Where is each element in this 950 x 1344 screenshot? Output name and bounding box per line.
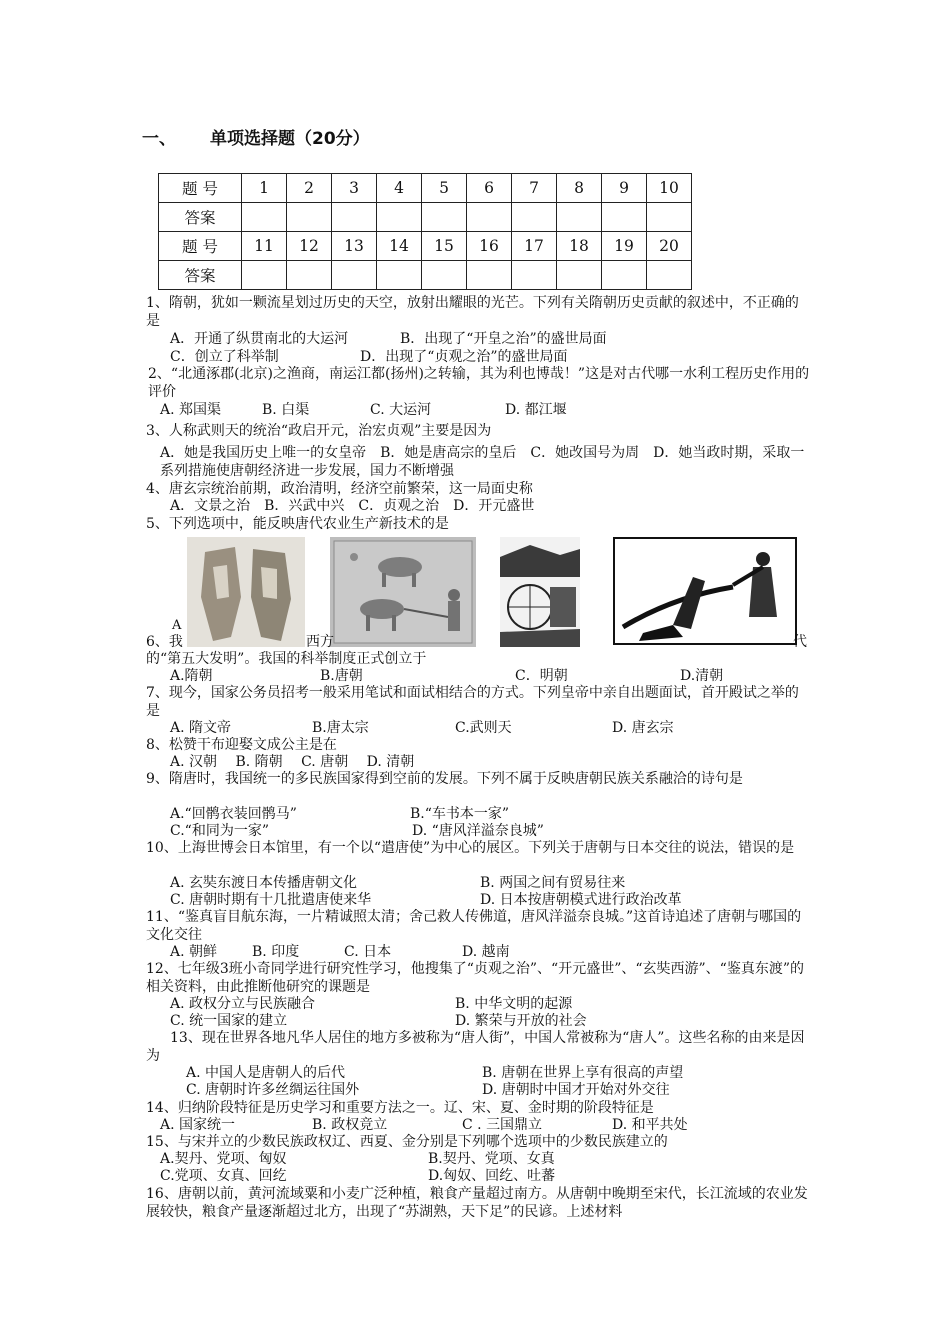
- question-number: 5: [422, 174, 467, 203]
- option-d: D.匈奴、回纥、吐蕃: [428, 1168, 556, 1184]
- option-d: D. 繁荣与开放的社会: [455, 1013, 587, 1029]
- answer-cell[interactable]: [377, 203, 422, 232]
- option-b: B. 白渠: [262, 402, 310, 418]
- option-b: B. 中华文明的起源: [455, 996, 573, 1012]
- option-d: D. 和平共处: [612, 1117, 688, 1133]
- question-14-stem: 14、归纳阶段特征是历史学习和重要方法之一。辽、宋、夏、金时期的阶段特征是: [146, 1100, 654, 1116]
- answer-cell[interactable]: [242, 203, 287, 232]
- option-a: A.契丹、党项、匈奴: [160, 1151, 287, 1167]
- option-c: C . 三国鼎立: [462, 1117, 543, 1133]
- question-number: 18: [557, 232, 602, 261]
- option-a: A．开通了纵贯南北的大运河: [170, 331, 349, 347]
- question-11-stem: 11、“鉴真盲目航东海，一片精诚照太清；舍己救人传佛道，唐风洋溢奈良城。”这首诗追述了唐朝与哪国的文化交往: [146, 909, 802, 943]
- question-number: 9: [602, 174, 647, 203]
- question-number: 12: [287, 232, 332, 261]
- question-2-stem: 2、“北通涿郡(北京)之渔商，南运江都(扬州)之转输，其为利也博哉！”这是对古代哪一水利工程历史作用的评价: [148, 366, 810, 400]
- table-row-label: 题 号: [159, 174, 242, 203]
- option-b: B．出现了“开皇之治”的盛世局面: [400, 331, 607, 347]
- answer-cell[interactable]: [467, 203, 512, 232]
- question-6-fragment-end: 代: [793, 634, 807, 650]
- question-number: 7: [512, 174, 557, 203]
- question-number: 1: [242, 174, 287, 203]
- option-a: A. 隋文帝: [170, 720, 232, 736]
- option-c: C．创立了科举制: [170, 349, 279, 365]
- question-1-stem: 1、隋朝，犹如一颗流星划过历史的天空，放射出耀眼的光芒。下列有关隋朝历史贡献的叙述中，不正确的是: [146, 295, 799, 329]
- question-5-stem: 5、下列选项中，能反映唐代农业生产新技术的是: [146, 516, 449, 532]
- ox-plowing-relief-image: [330, 537, 476, 647]
- question-8-stem: 8、松赞干布迎娶文成公主是在: [146, 737, 337, 753]
- question-10-stem: 10、上海世博会日本馆里，有一个以“遣唐使”为中心的展区。下列关于唐朝与日本交往的说法，错误的是: [146, 840, 795, 856]
- option-d: D. 都江堰: [505, 402, 567, 418]
- option-c: C. 统一国家的建立: [170, 1013, 288, 1029]
- answer-cell[interactable]: [287, 261, 332, 290]
- question-13-stem: 13、现在世界各地凡华人居住的地方多被称为“唐人街”，中国人常被称为“唐人”。这些名称的由来是因为: [146, 1030, 805, 1064]
- question-5-option-a-label: A: [172, 618, 182, 633]
- option-b: B. 政权竞立: [312, 1117, 388, 1133]
- option-d: D．出现了“贞观之治”的盛世局面: [360, 349, 568, 365]
- option-c: C. 日本: [344, 944, 392, 960]
- question-4-options: A．文景之治 B．兴武中兴 C．贞观之治 D．开元盛世: [170, 498, 535, 514]
- question-16-stem: 16、唐朝以前，黄河流域粟和小麦广泛种植，粮食产量超过南方。从唐朝中晚期至宋代，长江流域的农业发展较快，粮食产量逐渐超过北方，出现了“苏湖熟，天下足”的民谚。上述材料: [146, 1186, 808, 1220]
- option-c: C. 唐朝时期有十几批遣唐使来华: [170, 892, 372, 908]
- answer-cell[interactable]: [512, 261, 557, 290]
- table-row: [159, 232, 692, 261]
- section-number: 一、: [142, 129, 176, 149]
- question-number: 20: [647, 232, 692, 261]
- question-number: 16: [467, 232, 512, 261]
- table-row-label: 答案: [159, 203, 242, 232]
- option-a: A.隋朝: [170, 668, 213, 684]
- option-a: A. 中国人是唐朝人的后代: [186, 1065, 346, 1081]
- option-a: A.“回鹘衣装回鹘马”: [170, 806, 297, 822]
- option-d: D. 唐玄宗: [612, 720, 674, 736]
- table-row: [159, 261, 692, 290]
- question-number: 17: [512, 232, 557, 261]
- question-number: 13: [332, 232, 377, 261]
- option-a: A. 郑国渠: [160, 402, 222, 418]
- answer-cell[interactable]: [377, 261, 422, 290]
- question-8-options: A. 汉朝 B. 隋朝 C. 唐朝 D. 清朝: [170, 754, 415, 770]
- option-d: D. 日本按唐朝模式进行政治改革: [480, 892, 682, 908]
- answer-cell[interactable]: [602, 203, 647, 232]
- option-c: C. 唐朝时许多丝绸运往国外: [186, 1082, 360, 1098]
- option-c: C．明朝: [515, 668, 568, 684]
- section-heading: [142, 124, 370, 149]
- option-c: C.武则天: [455, 720, 512, 736]
- option-d: D.清朝: [680, 668, 724, 684]
- question-6-fragment: 西方: [306, 634, 334, 650]
- option-d: D. “唐风洋溢奈良城”: [412, 823, 544, 839]
- question-number: 2: [287, 174, 332, 203]
- question-9-stem: 9、隋唐时，我国统一的多民族国家得到空前的发展。下列不属于反映唐朝民族关系融洽的诗句是: [146, 771, 743, 787]
- answer-cell[interactable]: [557, 261, 602, 290]
- answer-cell[interactable]: [647, 261, 692, 290]
- option-d: D. 唐朝时中国才开始对外交往: [482, 1082, 670, 1098]
- answer-cell[interactable]: [332, 261, 377, 290]
- answer-cell[interactable]: [287, 203, 332, 232]
- option-a: A. 玄奘东渡日本传播唐朝文化: [170, 875, 358, 891]
- answer-cell[interactable]: [422, 261, 467, 290]
- answer-cell[interactable]: [467, 261, 512, 290]
- option-c: C.党项、女真、回纥: [160, 1168, 287, 1184]
- table-row: [159, 203, 692, 232]
- question-number: 6: [467, 174, 512, 203]
- question-15-stem: 15、与宋并立的少数民族政权辽、西夏、金分别是下列哪个选项中的少数民族建立的: [146, 1134, 668, 1150]
- option-b: B.唐太宗: [312, 720, 369, 736]
- section-title: 单项选择题（20分）: [210, 129, 370, 149]
- option-b: B. 两国之间有贸易往来: [480, 875, 626, 891]
- question-number: 11: [242, 232, 287, 261]
- option-a: A. 政权分立与民族融合: [170, 996, 316, 1012]
- question-number: 8: [557, 174, 602, 203]
- answer-cell[interactable]: [242, 261, 287, 290]
- option-b: B.唐朝: [320, 668, 363, 684]
- question-3-options: A．她是我国历史上唯一的女皇帝 B．她是唐高宗的皇后 C．她改国号为周 D．她当政时期，采取一系列措施使唐朝经济进一步发展，国力不断增强: [160, 445, 805, 479]
- question-number: 3: [332, 174, 377, 203]
- waterwheel-woodcut-image: [500, 537, 580, 647]
- table-row: [159, 174, 692, 203]
- option-a: A. 朝鲜: [170, 944, 218, 960]
- question-6-stem: 的“第五大发明”。我国的科举制度正式创立于: [146, 651, 427, 667]
- answer-cell[interactable]: [557, 203, 602, 232]
- answer-cell[interactable]: [422, 203, 467, 232]
- question-6-lead: 6、我: [146, 634, 183, 650]
- question-3-stem: 3、人称武则天的统治“政启开元，治宏贞观”主要是因为: [146, 423, 492, 439]
- question-7-stem: 7、现今，国家公务员招考一般采用笔试和面试相结合的方式。下列皇帝中亲自出题面试，首开殿试之举的是: [146, 685, 799, 719]
- question-4-stem: 4、唐玄宗统治前期，政治清明，经济空前繁荣，这一局面史称: [146, 481, 533, 497]
- question-12-stem: 12、七年级3班小奇同学进行研究性学习，他搜集了“贞观之治”、“开元盛世”、“玄奘西游”、“鉴真东渡”的相关资料，由此推断他研究的课题是: [146, 961, 804, 995]
- answer-cell[interactable]: [332, 203, 377, 232]
- option-d: D. 越南: [462, 944, 510, 960]
- curved-plow-drawing: [613, 537, 797, 647]
- answer-cell[interactable]: [602, 261, 647, 290]
- answer-cell[interactable]: [512, 203, 557, 232]
- option-b: B. 印度: [252, 944, 300, 960]
- question-number: 15: [422, 232, 467, 261]
- answer-cell[interactable]: [647, 203, 692, 232]
- iron-plowshare-photo: [187, 537, 305, 647]
- option-b: B. 唐朝在世界上享有很高的声望: [482, 1065, 684, 1081]
- table-row-label: 题 号: [159, 232, 242, 261]
- question-number: 14: [377, 232, 422, 261]
- answer-table: [158, 173, 692, 290]
- option-b: B.契丹、党项、女真: [428, 1151, 555, 1167]
- question-number: 4: [377, 174, 422, 203]
- option-a: A. 国家统一: [160, 1117, 236, 1133]
- option-c: C.“和同为一家”: [170, 823, 269, 839]
- question-number: 10: [647, 174, 692, 203]
- table-row-label: 答案: [159, 261, 242, 290]
- option-c: C. 大运河: [370, 402, 432, 418]
- option-b: B.“车书本一家”: [410, 806, 510, 822]
- question-number: 19: [602, 232, 647, 261]
